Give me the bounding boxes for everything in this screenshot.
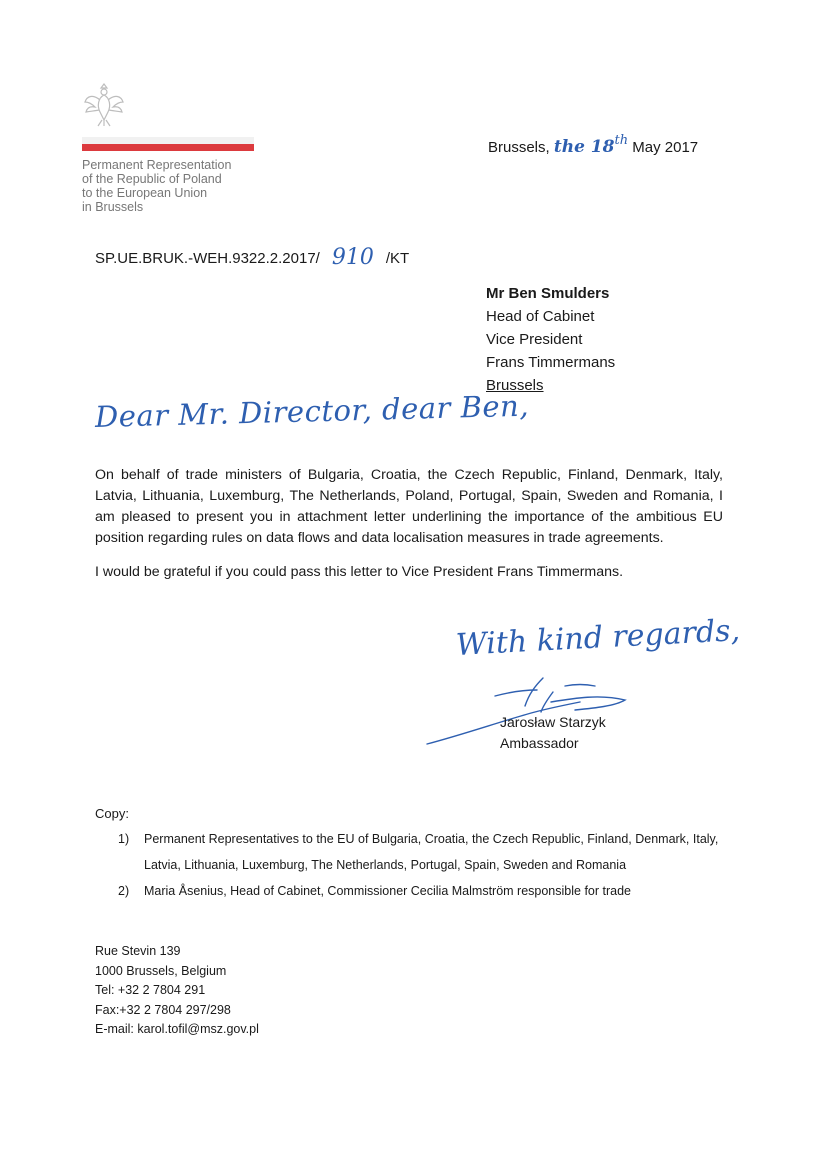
org-line: of the Republic of Poland	[82, 172, 222, 186]
contact-footer	[95, 942, 259, 1040]
handwritten-closing: With kind regards,	[455, 613, 741, 663]
recipient-line: Head of Cabinet	[486, 308, 595, 325]
list-item-text: Maria Åsenius, Head of Cabinet, Commissioner Cecilia Malmström responsible for trade	[144, 884, 631, 898]
footer-address: Rue Stevin 139	[95, 944, 181, 958]
list-item-text: Permanent Representatives to the EU of Bulgaria, Croatia, the Czech Republic, Finland, Denmark, Italy, Latvia, Lithuania, Luxemburg, The Netherlands, Portugal, Spain, Sweden and Romania	[144, 832, 719, 872]
reference-number	[95, 245, 409, 270]
footer-fax: Fax:+32 2 7804 297/298	[95, 1002, 231, 1017]
handwritten-day-suffix: th	[614, 133, 629, 148]
list-item	[118, 826, 738, 878]
footer-phone: Tel: +32 2 7804 291	[95, 983, 206, 997]
footer-city: 1000 Brussels, Belgium	[95, 963, 227, 978]
handwritten-day: the 18	[553, 137, 615, 157]
polish-eagle-emblem-icon	[83, 80, 125, 128]
copy-label: Copy:	[95, 806, 129, 821]
letter-date	[488, 133, 698, 157]
list-item	[118, 878, 738, 904]
sender-organization	[82, 158, 231, 214]
copy-list	[118, 826, 738, 904]
list-item-number: 2)	[118, 884, 130, 898]
recipient-line: Vice President	[486, 331, 583, 348]
org-line: to the European Union	[82, 186, 208, 200]
signer-title: Ambassador	[500, 735, 579, 751]
handwritten-reference-number: 910	[331, 245, 374, 270]
recipient-name: Mr Ben Smulders	[486, 285, 610, 302]
recipient-block	[486, 282, 615, 397]
reference-prefix: SP.UE.BRUK.-WEH.9322.2.2017/	[95, 250, 320, 267]
polish-flag-bar	[82, 137, 254, 151]
list-item-number: 1)	[118, 832, 130, 846]
recipient-city: Brussels	[486, 377, 544, 394]
body-paragraph: On behalf of trade ministers of Bulgaria, Croatia, the Czech Republic, Finland, Denmark, Italy, Latvia, Lithuania, Luxemburg, The Netherlands, Poland, Portugal, Spain, Sweden and Romania, I am pleased to present you in attachment letter underlining the importance of the ambitious EU position regarding rules on data flows and data localisation measures in trade agreements.	[95, 467, 723, 546]
reference-suffix: /KT	[385, 250, 410, 267]
body-paragraph: I would be grateful if you could pass this letter to Vice President Frans Timmermans.	[95, 564, 624, 580]
date-month-year: May 2017	[632, 139, 699, 156]
org-line: Permanent Representation	[82, 158, 232, 172]
date-prefix: Brussels,	[488, 139, 550, 156]
handwritten-salutation: Dear Mr. Director, dear Ben,	[94, 388, 530, 434]
footer-email: E-mail: karol.tofil@msz.gov.pl	[95, 1022, 259, 1036]
signer-name: Jarosław Starzyk	[500, 714, 606, 730]
letter-body	[95, 465, 723, 596]
org-line: in Brussels	[82, 200, 144, 214]
signer-block	[500, 712, 606, 754]
recipient-line: Frans Timmermans	[486, 354, 616, 371]
